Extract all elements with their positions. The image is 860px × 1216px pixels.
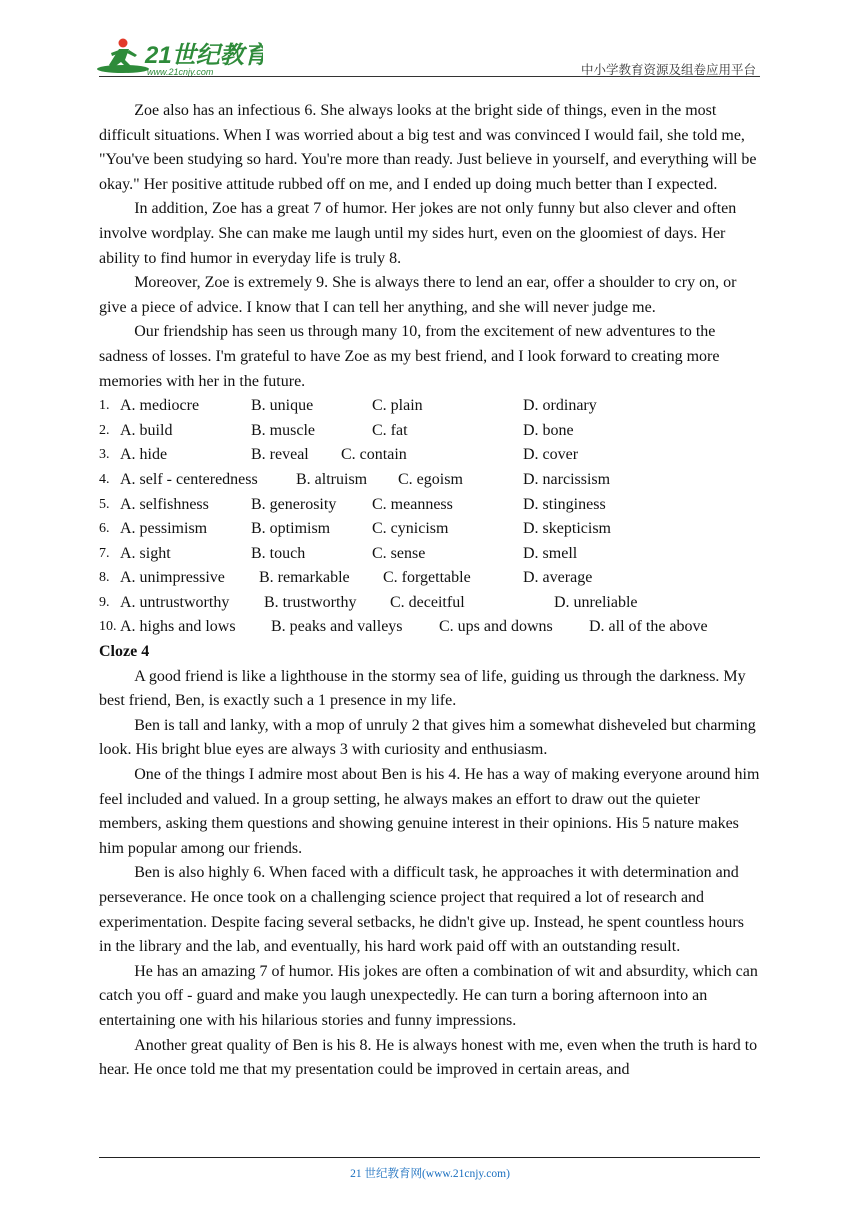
question-row <box>99 443 760 468</box>
option-c: C. plain <box>372 397 423 415</box>
question-number: 3. <box>99 447 110 463</box>
question-number: 5. <box>99 496 110 512</box>
option-c: C. sense <box>372 544 426 562</box>
option-a: A. selfishness <box>120 495 209 513</box>
paragraph: Another great quality of Ben is his 8. He is always honest with me, even when the truth is hard to hear. He once told me that my presentation could be improved in certain areas, and <box>99 1036 758 1079</box>
option-d: D. all of the above <box>589 618 708 636</box>
question-row <box>99 419 760 444</box>
logo-text: 21世纪教育 <box>145 42 263 69</box>
option-c: C. deceitful <box>390 593 465 611</box>
option-a: A. highs and lows <box>120 618 236 636</box>
question-row <box>99 591 760 616</box>
paragraph: Moreover, Zoe is extremely 9. She is always there to lend an ear, offer a shoulder to cry on, or give a piece of advice. I know that I can tell her anything, and she will never judge me. <box>99 274 737 316</box>
question-list <box>99 394 760 640</box>
question-row <box>99 493 760 518</box>
paragraph: Our friendship has seen us through many 10, from the excitement of new adventures to the sadness of losses. I'm grateful to have Zoe as my best friend, and I look forward to creating more memories with her in the future. <box>99 323 720 390</box>
paragraph: He has an amazing 7 of humor. His jokes are often a combination of wit and absurdity, which can catch you off - guard and make you laugh unexpectedly. He can turn a boring afternoon into an entertaining one with his hilarious stories and funny impressions. <box>99 962 758 1029</box>
question-number: 2. <box>99 422 110 438</box>
question-row <box>99 615 760 640</box>
header-platform-label: 中小学教育资源及组卷应用平台 <box>580 63 756 77</box>
option-d: D. average <box>523 569 593 587</box>
option-a: A. pessimism <box>120 520 208 538</box>
paragraph: One of the things I admire most about Ben is his 4. He has a way of making everyone around him feel included and valued. In a group setting, he always makes an effort to draw out the quieter members, asking them questions and showing genuine interest in their opinions. His 5 nature makes him popular among our friends. <box>99 766 760 857</box>
option-c: C. fat <box>372 421 408 439</box>
option-d: D. cover <box>523 446 579 464</box>
option-c: C. contain <box>341 446 407 464</box>
option-d: D. smell <box>523 544 578 562</box>
question-number: 1. <box>99 398 110 414</box>
header-divider <box>99 76 760 77</box>
option-b: B. reveal <box>251 446 309 464</box>
option-b: B. trustworthy <box>264 593 357 611</box>
question-number: 8. <box>99 570 110 586</box>
option-d: D. ordinary <box>523 397 597 415</box>
option-b: B. altruism <box>296 470 368 488</box>
footer-divider <box>99 1157 760 1158</box>
option-b: B. remarkable <box>259 569 350 587</box>
site-logo <box>93 36 263 80</box>
option-d: D. unreliable <box>554 593 638 611</box>
paragraph: A good friend is like a lighthouse in the stormy sea of life, guiding us through the darkness. My best friend, Ben, is exactly such a 1 presence in my life. <box>99 667 746 710</box>
option-a: A. sight <box>120 544 171 562</box>
paragraph: Ben is tall and lanky, with a mop of unruly 2 that gives him a somewhat disheveled but charming look. His bright blue eyes are always 3 with curiosity and enthusiasm. <box>99 716 756 759</box>
option-c: C. cynicism <box>372 520 449 538</box>
option-d: D. bone <box>523 421 574 439</box>
question-number: 4. <box>99 471 110 487</box>
question-row <box>99 566 760 591</box>
paragraph: Zoe also has an infectious 6. She always looks at the bright side of things, even in the most difficult situations. When I was worried about a big test and was convinced I would fail, she told me, "You've been studying so hard. You're more than ready. Just believe in yourself, and everything will be okay." Her positive attitude rubbed off on me, and I ended up doing much better than I expected. <box>99 102 757 193</box>
option-c: C. forgettable <box>383 569 471 587</box>
question-row <box>99 517 760 542</box>
option-b: B. unique <box>251 397 314 415</box>
option-a: A. unimpressive <box>120 569 225 587</box>
option-c: C. ups and downs <box>439 618 553 636</box>
paragraph: In addition, Zoe has a great 7 of humor. Her jokes are not only funny but also clever and often involve wordplay. She can make me laugh until my sides hurt, even on the gloomiest of days. Her ability to find humor in everyday life is truly 8. <box>99 200 737 267</box>
option-b: B. generosity <box>251 495 337 513</box>
option-a: A. untrustworthy <box>120 593 230 611</box>
option-a: A. mediocre <box>120 397 200 415</box>
option-b: B. touch <box>251 544 306 562</box>
page-header <box>99 36 760 80</box>
option-d: D. narcissism <box>523 470 611 488</box>
option-c: C. egoism <box>398 470 463 488</box>
option-d: D. stinginess <box>523 495 606 513</box>
question-number: 9. <box>99 594 110 610</box>
footer-text[interactable]: 21 世纪教育网(www.21cnjy.com) <box>350 1168 510 1180</box>
option-b: B. peaks and valleys <box>271 618 403 636</box>
document-body <box>99 99 760 1083</box>
question-number: 6. <box>99 521 110 537</box>
question-row <box>99 468 760 493</box>
section-heading: Cloze 4 <box>99 643 150 661</box>
question-row <box>99 394 760 419</box>
option-a: A. self - centeredness <box>120 470 258 488</box>
question-number: 10. <box>99 619 117 635</box>
question-number: 7. <box>99 545 110 561</box>
option-b: B. muscle <box>251 421 315 439</box>
option-a: A. hide <box>120 446 168 464</box>
option-a: A. build <box>120 421 173 439</box>
option-d: D. skepticism <box>523 520 611 538</box>
option-c: C. meanness <box>372 495 453 513</box>
logo-url-text: www.21cnjy.com <box>147 67 214 77</box>
option-b: B. optimism <box>251 520 331 538</box>
runner-logo-icon <box>93 36 263 80</box>
question-row <box>99 542 760 567</box>
paragraph: Ben is also highly 6. When faced with a difficult task, he approaches it with determination and perseverance. He once took on a challenging science project that required a lot of research and experimentation. Despite facing several setbacks, he didn't give up. Instead, he spent countless hours in the library and the lab, and eventually, his hard work paid off with an outstanding result. <box>99 864 744 956</box>
